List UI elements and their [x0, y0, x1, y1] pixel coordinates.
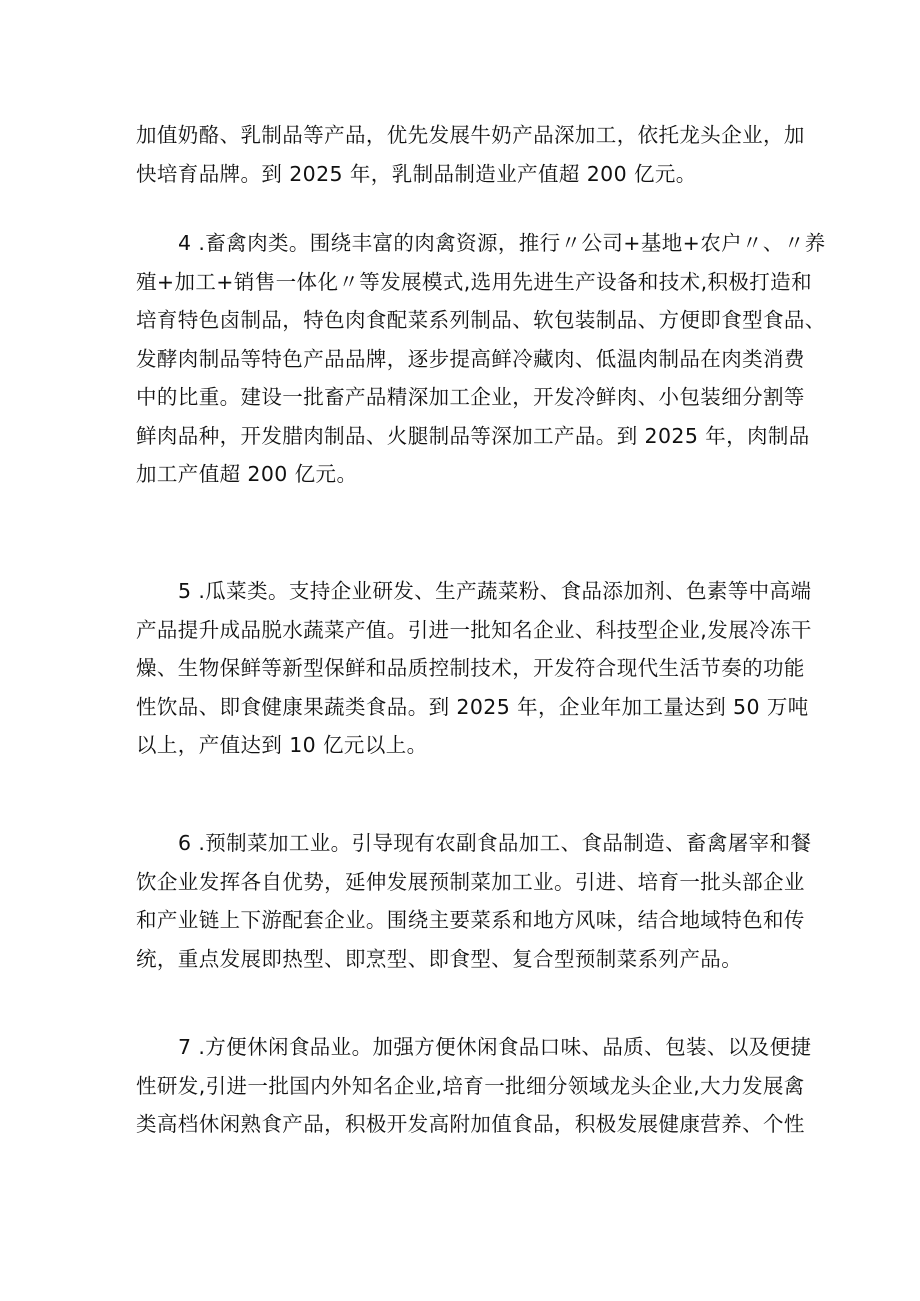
paragraph-livestock-meat — [136, 224, 826, 494]
paragraph-prepared-dishes — [136, 824, 812, 978]
text-line: 4 .畜禽肉类。围绕丰富的肉禽资源，推行〃公司+基地+农户〃、〃养 — [178, 231, 826, 255]
text-line: 7 .方便休闲食品业。加强方便休闲食品口味、品质、包装、以及便捷 — [178, 1035, 812, 1059]
text-line: 加值奶酪、乳制品等产品，优先发展牛奶产品深加工，依托龙头企业，加 — [136, 123, 805, 147]
text-line: 以上，产值达到 10 亿元以上。 — [136, 733, 428, 757]
text-line: 性饮品、即食健康果蔬类食品。到 2025 年，企业年加工量达到 50 万吨 — [136, 694, 809, 719]
text-line: 鲜肉品种，开发腊肉制品、火腿制品等深加工产品。到 2025 年，肉制品 — [136, 423, 810, 448]
text-line: 类高档休闲熟食产品，积极开发高附加值食品，积极发展健康营养、个性 — [136, 1112, 805, 1136]
text-line: 饮企业发挥各自优势，延伸发展预制菜加工业。引进、培育一批头部企业 — [136, 869, 805, 894]
paragraph-dairy-continued — [136, 116, 805, 193]
text-line: 培育特色卤制品，特色肉食配菜系列制品、软包装制品、方便即食型食品、 — [136, 308, 826, 332]
text-line: 产品提升成品脱水蔬菜产值。引进一批知名企业、科技型企业,发展冷冻干 — [136, 617, 812, 642]
text-line: 6 .预制菜加工业。引导现有农副食品加工、食品制造、畜禽屠宰和餐 — [178, 831, 812, 855]
text-line: 燥、生物保鲜等新型保鲜和品质控制技术，开发符合现代生活节奏的功能 — [136, 656, 805, 680]
text-line: 性研发,引进一批国内外知名企业,培育一批细分领域龙头企业,大力发展禽 — [136, 1073, 805, 1098]
text-line: 5 .瓜菜类。支持企业研发、生产蔬菜粉、食品添加剂、色素等中高端 — [178, 579, 812, 603]
text-line: 中的比重。建设一批畜产品精深加工企业，开发冷鲜肉、小包装细分割等 — [136, 385, 805, 409]
text-line: 统，重点发展即热型、即烹型、即食型、复合型预制菜系列产品。 — [136, 946, 743, 971]
text-line: 加工产值超 200 亿元。 — [136, 462, 358, 486]
text-line: 殖+加工+销售一体化〃等发展模式,选用先进生产设备和技术,积极打造和 — [136, 269, 812, 294]
text-line: 快培育品牌。到 2025 年，乳制品制造业产值超 200 亿元。 — [136, 161, 697, 186]
paragraph-snack-foods — [136, 1028, 812, 1144]
text-line: 和产业链上下游配套企业。围绕主要菜系和地方风味，结合地域特色和传 — [136, 908, 805, 932]
paragraph-vegetables — [136, 572, 812, 765]
text-line: 发酵肉制品等特色产品品牌，逐步提高鲜冷藏肉、低温肉制品在肉类消费 — [136, 346, 805, 371]
